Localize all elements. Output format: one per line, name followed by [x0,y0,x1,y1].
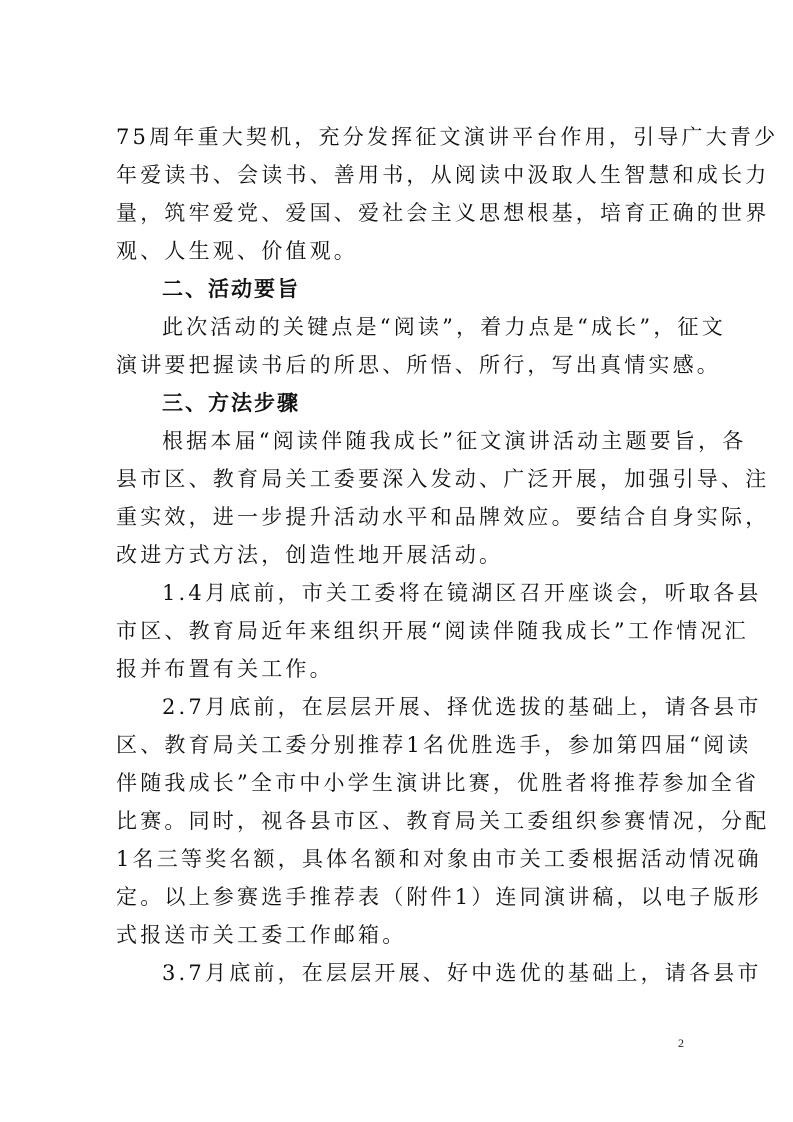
text-line: 县市区、教育局关工委要深入发动、广泛开展，加强引导、注 [116,467,770,491]
text-line: 伴随我成长”全市中小学生演讲比赛，优胜者将推荐参加全省 [116,771,760,795]
text-line: 此次活动的关键点是“阅读”，着力点是“成长”，征文 [162,315,726,339]
text-line: 改进方式方法，创造性地开展活动。 [116,543,504,567]
text-line: 式报送市关工委工作邮箱。 [116,923,407,947]
text-line: 根据本届“阅读伴随我成长”征文演讲活动主题要旨，各 [162,429,747,453]
document-body [116,118,779,992]
text-line: 报并布置有关工作。 [116,657,334,681]
text-line: 1.4月底前，市关工委将在镜湖区召开座谈会，听取各县 [162,581,762,605]
text-line: 量，筑牢爱党、爱国、爱社会主义思想根基，培育正确的世界 [116,201,770,225]
text-line: 演讲要把握读书后的所思、所悟、所行，写出真情实感。 [116,353,721,377]
text-line: 重实效，进一步提升活动水平和品牌效应。要结合自身实际， [116,505,770,529]
text-line: 75周年重大契机，充分发挥征文演讲平台作用，引导广大青少 [116,125,779,149]
text-line: 3.7月底前，在层层开展、好中选优的基础上，请各县市 [162,961,762,985]
page-number: 2 [678,1036,684,1050]
text-line: 年爱读书、会读书、善用书，从阅读中汲取人生智慧和成长力 [116,163,770,187]
text-line: 比赛。同时，视各县市区、教育局关工委组织参赛情况，分配 [116,809,770,833]
text-line: 定。以上参赛选手推荐表（附件1）连同演讲稿，以电子版形 [116,885,762,909]
text-line: 1名三等奖名额，具体名额和对象由市关工委根据活动情况确 [116,847,762,871]
text-line: 观、人生观、价值观。 [116,239,358,263]
text-line: 区、教育局关工委分别推荐1名优胜选手，参加第四届“阅读 [116,733,752,757]
text-line: 市区、教育局近年来组织开展“阅读伴随我成长”工作情况汇 [116,619,749,643]
section-heading: 三、方法步骤 [162,390,300,415]
section-heading: 二、活动要旨 [162,276,300,301]
text-line: 2.7月底前，在层层开展、择优选拔的基础上，请各县市 [162,695,762,719]
